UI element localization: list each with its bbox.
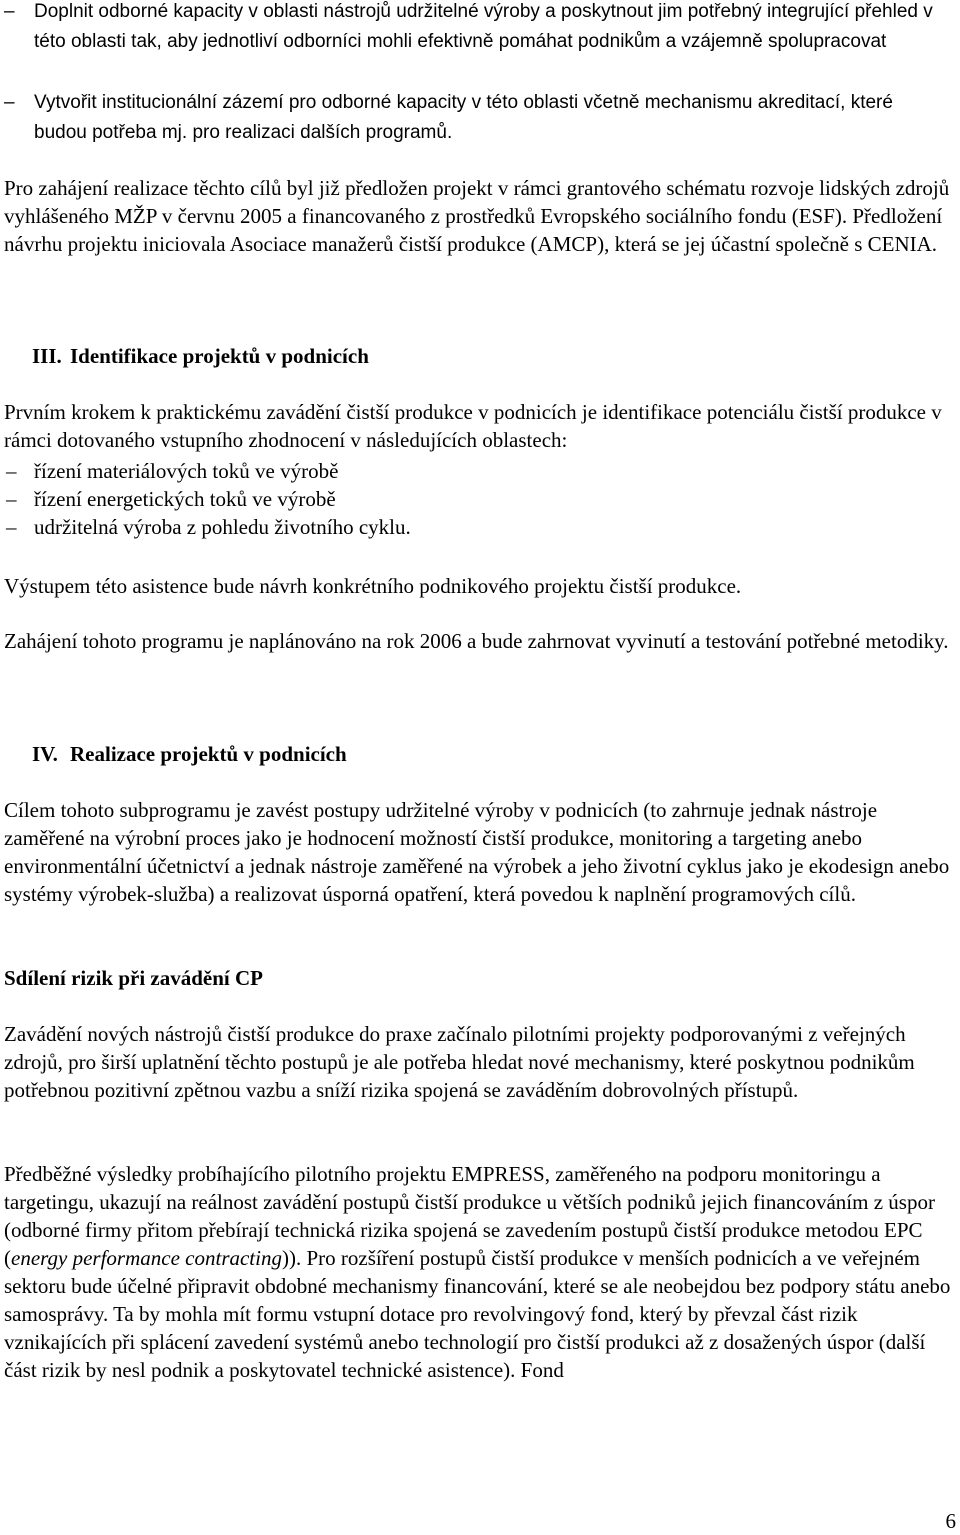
list-item-text: řízení materiálových toků ve výrobě	[34, 459, 339, 483]
list-item	[4, 485, 934, 513]
section-number: III.	[32, 344, 62, 368]
paragraph-text-part: Předběžné výsledky probíhajícího pilotního projektu EMPRESS, zaměřeného na podporu monitoringu a targetingu, ukazují na reálnost zavádění postupů čistší produkce u větších podniků jejich financováním z úspor (odborné firmy přitom přebírají technická rizika spojená se zavedením postupů čistší produkce metodou EPC (	[4, 1162, 935, 1270]
dash-bullet: –	[4, 1, 15, 22]
section3-paragraph-3: Zahájení tohoto programu je naplánováno na rok 2006 a bude zahrnovat vyvinutí a testování potřebné metodiky.	[4, 629, 949, 653]
dash-bullet: –	[4, 92, 15, 113]
list-item	[4, 513, 934, 541]
section4-paragraph-1: Cílem tohoto subprogramu je zavést postupy udržitelné výroby v podnicích (to zahrnuje jednak nástroje zaměřené na výrobní proces jako je hodnocení možností čistší produkce, monitoring a targeting anebo environmentální účetnictví a jednak nástroje zaměřené na výrobek a jeho životní cyklus jako je ekodesign anebo systémy výrobek-služba) a realizovat úsporná opatření, která povedou k naplnění programových cílů.	[4, 798, 950, 906]
list-item-text: řízení energetických toků ve výrobě	[34, 487, 336, 511]
intro-paragraph: Pro zahájení realizace těchto cílů byl již předložen projekt v rámci grantového schématu rozvoje lidských zdrojů vyhlášeného MŽP v červnu 2005 a financovaného z prostředků Evropského sociálního fondu (ESF). Předložení návrhu projektu iniciovala Asociace manažerů čistší produkce (AMCP), která se jej účastní společně s CENIA.	[4, 176, 950, 256]
list-item-text: udržitelná výroba z pohledu životního cyklu.	[34, 515, 411, 539]
section3-paragraph-2: Výstupem této asistence bude návrh konkrétního podnikového projektu čistší produkce.	[4, 574, 742, 598]
section-heading-3	[32, 342, 369, 370]
list-item	[4, 0, 934, 57]
section-title: Realizace projektů v podnicích	[70, 742, 347, 766]
section3-paragraph-1: Prvním krokem k praktickému zavádění čistší produkce v podnicích je identifikace potenciálu čistší produkce v rámci dotovaného vstupního zhodnocení v následujících oblastech:	[4, 400, 942, 452]
paragraph-text-part: )). Pro rozšíření postupů čistší produkce v menších podnicích a ve veřejném sektoru bude účelné připravit obdobné mechanismy financování, které se ale neobejdou bez podpory státu anebo samosprávy. Ta by mohla mít formu vstupní dotace pro revolvingový fond, který by převzal část rizik vznikajících při splácení zavedení systémů anebo technologií pro čistší produkci až z dosažených úspor (další část rizik by nesl podnik a poskytovatel technické asistence). Fond	[4, 1246, 951, 1382]
list-item	[4, 457, 934, 485]
section-heading-4	[32, 740, 347, 768]
dash-bullet: –	[6, 487, 17, 511]
list-item-text: Vytvořit institucionální zázemí pro odborné kapacity v této oblasti včetně mechanismu akreditací, které budou potřeba mj. pro realizaci dalších programů.	[34, 92, 893, 143]
list-item-text: Doplnit odborné kapacity v oblasti nástrojů udržitelné výroby a poskytnout jim potřebný integrující přehled v této oblasti tak, aby jednotliví odborníci mohli efektivně pomáhat podnikům a vzájemně spolupracovat	[34, 1, 933, 52]
dash-bullet: –	[6, 515, 17, 539]
list-item	[4, 88, 934, 148]
section3-list	[4, 457, 934, 541]
subsection-heading: Sdílení rizik při zavádění CP	[4, 966, 264, 990]
section-number: IV.	[32, 742, 58, 766]
dash-bullet: –	[6, 459, 17, 483]
italic-term: energy performance contracting	[11, 1246, 282, 1270]
subsection-paragraph-2	[4, 1160, 960, 1384]
subsection-paragraph-1: Zavádění nových nástrojů čistší produkce do praxe začínalo pilotními projekty podporovanými z veřejných zdrojů, pro širší uplatnění těchto postupů je ale potřeba hledat nové mechanismy, které poskytnou podnikům potřebnou pozitivní zpětnou vazbu a sníží rizika spojená se zaváděním dobrovolných přístupů.	[4, 1022, 915, 1102]
section-title: Identifikace projektů v podnicích	[70, 344, 369, 368]
page-number: 6	[945, 1509, 956, 1533]
